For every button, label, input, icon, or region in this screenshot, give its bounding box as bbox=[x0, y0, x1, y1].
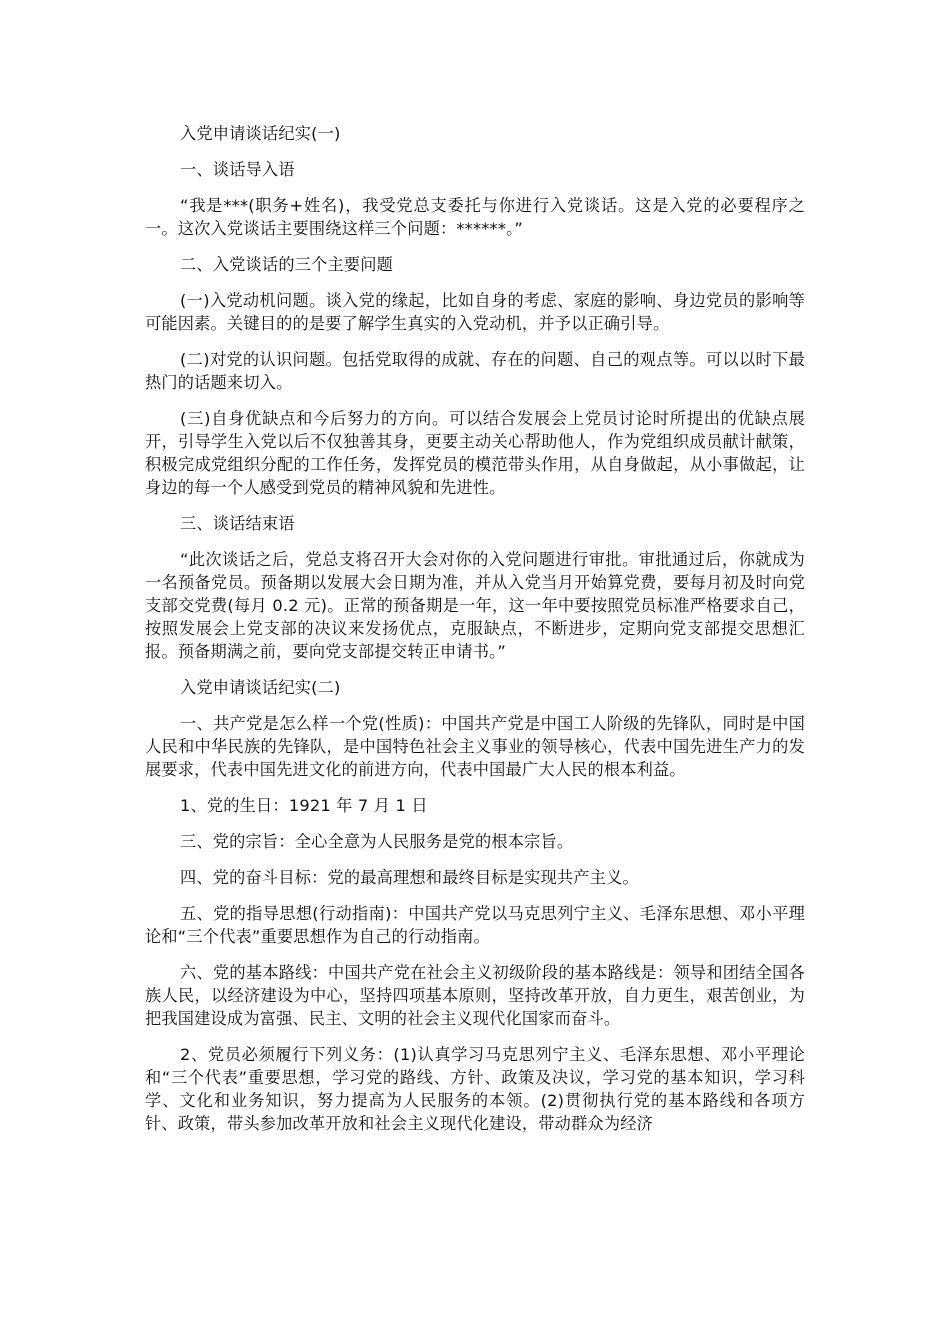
paragraph-intro-quote: “我是***(职务+姓名)，我受党总支委托与你进行入党谈话。这是入党的必要程序之一。这次入党谈话主要围绕这样三个问题：******。” bbox=[145, 196, 805, 238]
heading-intro: 一、谈话导入语 bbox=[180, 160, 295, 179]
paragraph-party-birthday: 1、党的生日：1921 年 7 月 1 日 bbox=[180, 796, 428, 815]
paragraph-basic-line: 六、党的基本路线：中国共产党在社会主义初级阶段的基本路线是：领导和团结全国各族人民，以经济建设为中心，坚持四项基本原则，坚持改革开放，自力更生，艰苦创业，为把我国建设成为富强、民主、文明的社会主义现代化国家而奋斗。 bbox=[145, 963, 805, 1028]
paragraph-closing-quote: “此次谈话之后，党总支将召开大会对你的入党问题进行审批。审批通过后，你就成为一名预备党员。预备期以发展大会日期为准，并从入党当月开始算党费，要每月初及时向党支部交党费(每月 0.2 元)。正常的预备期是一年，这一年中要按照党员标准严格要求自己，按照发展会上党支部的决议来发扬优点，克服缺点，不断进步，定期向党支部提交思想汇报。预备期满之前，要向党支部提交转正申请书。” bbox=[145, 550, 805, 661]
paragraph-party-purpose: 三、党的宗旨：全心全意为人民服务是党的根本宗旨。 bbox=[180, 832, 574, 851]
paragraph-question-2: (二)对党的认识问题。包括党取得的成就、存在的问题、自己的观点等。可以以时下最热门的话题来切入。 bbox=[145, 350, 805, 392]
paragraph-question-3: (三)自身优缺点和今后努力的方向。可以结合发展会上党员讨论时所提出的优缺点展开，引导学生入党以后不仅独善其身，更要主动关心帮助他人，作为党组织成员献计献策，积极完成党组织分配的工作任务，发挥党员的模范带头作用，从自身做起，从小事做起，让身边的每一个人感受到党员的精神风貌和先进性。 bbox=[145, 409, 805, 497]
paragraph-member-duties: 2、党员必须履行下列义务：(1)认真学习马克思列宁主义、毛泽东思想、邓小平理论和“三个代表”重要思想，学习党的路线、方针、政策及决议，学习党的基本知识，学习科学、文化和业务知识，努力提高为人民服务的本领。(2)贯彻执行党的基本路线和各项方针、政策，带头参加改革开放和社会主义现代化建设，带动群众为经济 bbox=[145, 1045, 805, 1133]
heading-closing: 三、谈话结束语 bbox=[180, 514, 295, 533]
paragraph-question-1: (一)入党动机问题。谈入党的缘起，比如自身的考虑、家庭的影响、身边党员的影响等可能因素。关键目的的是要了解学生真实的入党动机，并予以正确引导。 bbox=[145, 291, 805, 333]
paragraph-party-nature: 一、共产党是怎么样一个党(性质)：中国共产党是中国工人阶级的先锋队，同时是中国人民和中华民族的先锋队，是中国特色社会主义事业的领导核心，代表中国先进生产力的发展要求，代表中国先进文化的前进方向，代表中国最广大人民的根本利益。 bbox=[145, 714, 805, 779]
paragraph-guiding-thought: 五、党的指导思想(行动指南)：中国共产党以马克思列宁主义、毛泽东思想、邓小平理论和“三个代表”重要思想作为自己的行动指南。 bbox=[145, 904, 805, 946]
heading-three-questions: 二、入党谈话的三个主要问题 bbox=[180, 255, 394, 274]
document-body bbox=[145, 122, 805, 1148]
section-title-2: 入党申请谈话纪实(二) bbox=[180, 678, 341, 697]
paragraph-party-goal: 四、党的奋斗目标：党的最高理想和最终目标是实现共产主义。 bbox=[180, 868, 639, 887]
section-title-1: 入党申请谈话纪实(一) bbox=[180, 124, 341, 143]
